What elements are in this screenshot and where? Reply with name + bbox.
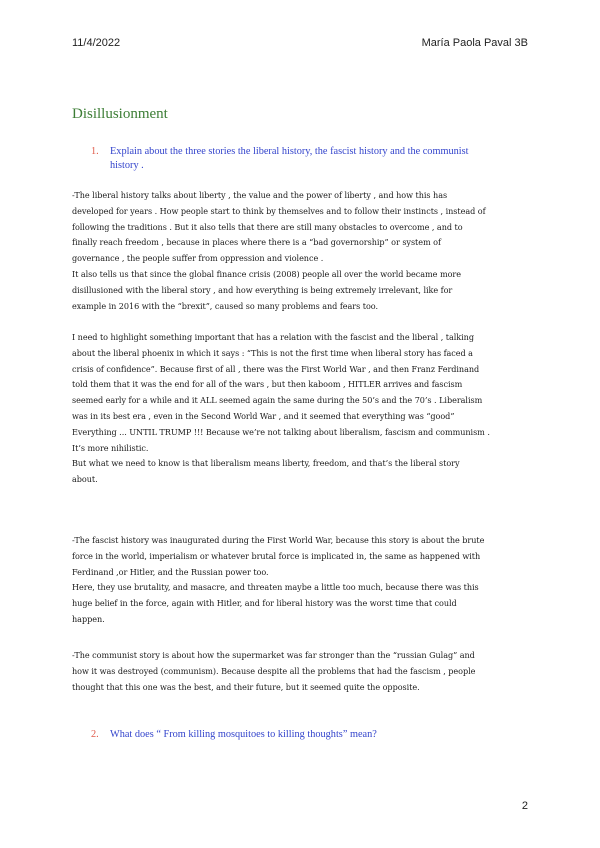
paragraph-line: seemed early for a while and it ALL seemed again the same during the 50’s and the 70’s . Liberalism: [72, 395, 483, 406]
paragraph-line: It also tells us that since the global finance crisis (2008) people all over the world became more: [72, 268, 461, 279]
paragraph-line: following the traditions . But it also tells that there are still many obstacles to overcome , and to: [72, 221, 463, 232]
header-author: María Paola Paval 3B: [421, 37, 528, 49]
paragraph-line: example in 2016 with the “brexit”, caused so many problems and fears too.: [72, 300, 378, 311]
question-2-number: 2.: [91, 729, 99, 740]
paragraph-line: huge belief in the force, again with Hitler, and for liberal history was the worst time that could: [72, 598, 457, 609]
paragraph-line: -The communist story is about how the supermarket was far stronger than the “russian Gulag” and: [72, 650, 475, 660]
header-date: 11/4/2022: [72, 37, 121, 49]
paragraph-line: -The fascist history was inaugurated during the First World War, because this story is about the brute: [72, 535, 485, 545]
paragraph-line: was in its best era , even in the Second World War , and it seemed that everything was “good”: [72, 410, 455, 421]
paragraph-liberal-phoenix: [72, 330, 532, 488]
paragraph-line: But what we need to know is that liberalism means liberty, freedom, and that’s the liberal story: [72, 458, 460, 469]
paragraph-line: It’s more nihilistic.: [72, 442, 149, 453]
question-1-text-line2: history .: [110, 160, 144, 171]
paragraph-line: -The liberal history talks about liberty , the value and the power of liberty , and how this has: [72, 190, 448, 200]
document-title: Disillusionment: [72, 106, 168, 122]
paragraph-line: governance , the people suffer from oppression and violence .: [72, 253, 324, 264]
paragraph-line: thought that this one was the best, and their future, but it seemed quite the opposite.: [72, 681, 420, 692]
paragraph-line: crisis of confidence”. Because first of all , there was the First World War , and then Franz Ferdinand: [72, 363, 480, 374]
paragraph-line: how it was destroyed (communism). Because despite all the problems that had the fascism , people: [72, 665, 476, 676]
question-1-text-line1: Explain about the three stories the liberal history, the fascist history and the communist: [110, 146, 469, 157]
paragraph-line: about.: [72, 474, 98, 485]
page-number: 2: [521, 800, 528, 812]
paragraph-line: disillusioned with the liberal story , and how everything is being extremely irrelevant, like for: [72, 284, 453, 295]
paragraph-fascist: [72, 533, 532, 628]
paragraph-line: I need to highlight something important that has a relation with the fascist and the liberal , talking: [72, 332, 474, 342]
question-1-number: 1.: [91, 146, 99, 157]
paragraph-line: finally reach freedom , because in places where there is a “bad governorship” or system of: [72, 237, 441, 248]
paragraph-line: about the liberal phoenix in which it says : “This is not the first time when liberal story has faced a: [72, 347, 473, 358]
paragraph-line: force in the world, imperialism or whatever brutal force is implicated in, the same as happened with: [72, 550, 481, 561]
question-2: [91, 728, 531, 742]
paragraph-line: developed for years . How people start to think by themselves and to follow their instincts , instead of: [72, 205, 486, 216]
paragraph-line: Here, they use brutality, and masacre, and threaten maybe a little too much, because there was this: [72, 582, 479, 593]
paragraph-liberal: [72, 188, 532, 314]
question-1: [91, 145, 531, 173]
paragraph-communist: [72, 648, 532, 695]
paragraph-line: Everything ... UNTIL TRUMP !!! Because we’re not talking about liberalism, fascism and communism .: [72, 426, 490, 437]
paragraph-line: Ferdinand ,or Hitler, and the Russian power too.: [72, 566, 269, 577]
question-2-text: What does “ From killing mosquitoes to killing thoughts” mean?: [110, 729, 377, 740]
paragraph-line: happen.: [72, 613, 105, 624]
paragraph-line: told them that it was the end for all of the wars , but then kaboom , HITLER arrives and fascism: [72, 379, 463, 390]
